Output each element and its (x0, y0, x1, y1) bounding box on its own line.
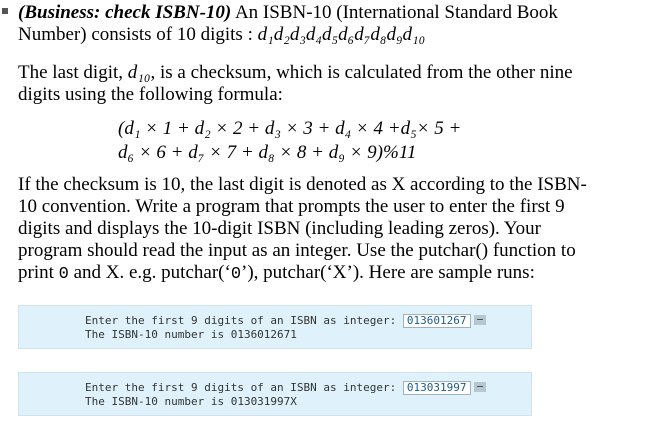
exercise-intro-line2: Number) consists of 10 digits : (18, 24, 253, 45)
checksum-line1: The last digit, (18, 62, 124, 83)
instructions-paragraph (18, 174, 658, 286)
sample-run-2-prompt-line (85, 381, 486, 395)
instructions-line3: digits and displays the 10-digit ISBN (including leading zeros). Your (18, 218, 541, 239)
exercise-title: (Business: check ISBN-10) (18, 2, 232, 23)
sample-run-output: The ISBN-10 number is 013031997X (85, 395, 297, 408)
checksum-line1-rest: , is a checksum, which is calculated from the other nine (150, 62, 573, 83)
sample-run-output: The ISBN-10 number is 0136012671 (85, 328, 297, 341)
checksum-line2: digits using the following formula: (18, 84, 283, 105)
isbn-digits: d₁d₂d₃d₄d₅d₆d₇d₈d₉d₁₀ (257, 24, 426, 45)
instructions-line5a: print (18, 262, 54, 283)
instructions-line1: If the checksum is 10, the last digit is denoted as X according to the ISBN- (18, 174, 587, 195)
enter-key-icon (474, 382, 486, 392)
instructions-line4: program should read the input as an integer. Use the putchar() function to (18, 240, 576, 261)
enter-key-icon (474, 315, 486, 325)
instructions-line5b: and X. e.g. putchar(‘ (73, 262, 231, 283)
instructions-line2: 10 convention. Write a program that prompts the user to enter the first 9 (18, 196, 565, 217)
sample-run-1-prompt-line (85, 314, 486, 328)
exercise-intro-text: An ISBN-10 (International Standard Book (234, 2, 558, 23)
instructions-line5c: ’), putchar(‘X’). Here are sample runs: (241, 262, 535, 283)
checksum-digit: d₁₀ (127, 62, 151, 83)
checksum-paragraph (18, 62, 658, 106)
sample-run-prompt: Enter the first 9 digits of an ISBN as integer: (85, 314, 403, 327)
sample-run-input: 013031997 (403, 381, 471, 395)
zero-char-2: 0 (230, 265, 242, 284)
bullet-marker (2, 8, 8, 14)
formula-line-2: d₆ × 6 + d₇ × 7 + d₈ × 8 + d₉ × 9)%11 (118, 142, 417, 163)
sample-run-2 (18, 372, 532, 416)
sample-run-input: 013601267 (403, 314, 471, 328)
zero-char: 0 (58, 265, 69, 284)
sample-run-prompt: Enter the first 9 digits of an ISBN as integer: (85, 381, 403, 394)
exercise-intro (18, 2, 658, 46)
sample-run-1 (18, 305, 532, 349)
formula-line-1: (d₁ × 1 + d₂ × 2 + d₃ × 3 + d₄ × 4 +d₅× 5 + (118, 118, 462, 139)
